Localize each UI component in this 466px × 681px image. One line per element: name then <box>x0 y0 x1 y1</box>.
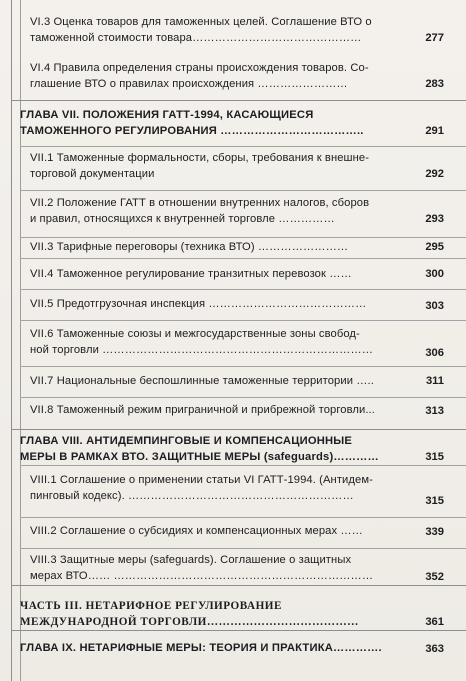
toc-page-number: 361 <box>425 616 444 628</box>
divider <box>20 465 466 466</box>
toc-entry-title: VII.2 Положение ГАТТ в отношении внутренних налогов, сборов и правил, относящихся к внутренней торговле …………… <box>30 197 370 225</box>
toc-entry-title: VII.7 Национальные беспошлинные таможенные территории ….. <box>30 375 374 387</box>
toc-entry[interactable] <box>30 296 444 312</box>
toc-part-entry[interactable] <box>20 598 444 630</box>
toc-page-number: 303 <box>425 300 444 312</box>
toc-page-number: 292 <box>425 168 444 180</box>
toc-entry-title: VIII.2 Соглашение о субсидиях и компенсационных мерах …… <box>30 525 363 537</box>
toc-entry-title: VIII.1 Соглашение о применении статьи VI ГАТТ-1994. (Антидем- пинговый кодекс). …………………………………………………… <box>30 474 373 502</box>
toc-entry[interactable] <box>30 150 444 182</box>
frame-left-border <box>11 0 12 681</box>
divider <box>20 237 466 238</box>
toc-entry-title: ГЛАВА IX. НЕТАРИФНЫЕ МЕРЫ: ТЕОРИЯ И ПРАКТИКА…………. <box>20 642 382 654</box>
toc-entry[interactable] <box>30 60 444 92</box>
toc-entry[interactable] <box>30 552 444 584</box>
divider <box>11 585 466 586</box>
toc-page-number: 339 <box>425 526 444 538</box>
toc-page-number: 313 <box>425 405 444 417</box>
section-indent-border <box>20 0 21 681</box>
toc-entry-title: VI.3 Оценка товаров для таможенных целей. Соглашение ВТО о таможенной стоимости товара……………………………………… <box>30 16 372 44</box>
toc-entry[interactable] <box>30 402 444 418</box>
toc-entry-title: VII.5 Предотгрузочная инспекция …………………………………… <box>30 298 367 310</box>
toc-entry-title: VII.6 Таможенные союзы и межгосударственные зоны свобод- ной торговли ……………………………………………………………… <box>30 328 374 356</box>
toc-entry[interactable] <box>30 523 444 539</box>
divider <box>11 100 466 101</box>
toc-entry-title: ГЛАВА VII. ПОЛОЖЕНИЯ ГАТТ-1994, КАСАЮЩИЕСЯ ТАМОЖЕННОГО РЕГУЛИРОВАНИЯ ……………………………….. <box>20 109 364 137</box>
toc-entry[interactable] <box>30 195 444 227</box>
divider <box>20 517 466 518</box>
toc-page-number: 363 <box>425 643 444 655</box>
toc-chapter-entry[interactable] <box>20 640 444 656</box>
toc-entry[interactable] <box>30 14 444 46</box>
divider <box>20 289 466 290</box>
toc-entry[interactable] <box>30 239 444 255</box>
toc-page-number: 311 <box>425 375 444 387</box>
divider <box>20 366 466 367</box>
divider <box>20 548 466 549</box>
toc-entry[interactable] <box>30 472 444 507</box>
toc-page-number: 291 <box>425 125 444 137</box>
toc-entry-title: VIII.3 Защитные меры (safeguards). Соглашение о защитных мерах ВТО…… …………………………………………………………… <box>30 554 374 582</box>
toc-page-number: 300 <box>425 268 444 280</box>
toc-page-number: 277 <box>425 32 444 44</box>
toc-page-number: 293 <box>425 213 444 225</box>
divider <box>20 397 466 398</box>
divider <box>20 190 466 191</box>
divider <box>20 320 466 321</box>
toc-entry[interactable] <box>30 373 444 389</box>
toc-page-number: 352 <box>425 571 444 583</box>
toc-page-number: 295 <box>425 241 444 253</box>
toc-chapter-entry[interactable] <box>20 107 444 139</box>
toc-entry-title: VII.4 Таможенное регулирование транзитных перевозок …… <box>30 268 352 280</box>
toc-entry-title: VII.1 Таможенные формальности, сборы, требования к внешне- торговой документации <box>30 152 370 180</box>
toc-page-number: 306 <box>425 347 444 359</box>
toc-entry-title: VII.3 Тарифные переговоры (техника ВТО) …………………… <box>30 241 349 253</box>
divider <box>20 146 466 147</box>
toc-chapter-entry[interactable] <box>20 433 444 465</box>
toc-page-number: 283 <box>425 78 444 90</box>
toc-entry-title: VII.8 Таможенный режим приграничной и прибрежной торговли... <box>30 404 375 416</box>
toc-entry[interactable] <box>30 326 444 358</box>
toc-entry-title: VI.4 Правила определения страны происхождения товаров. Со- глашение ВТО о правилах происхождения …………………… <box>30 62 369 90</box>
divider <box>11 429 466 430</box>
divider <box>20 258 466 259</box>
toc-page-number: 315 <box>425 495 444 507</box>
toc-page-number: 315 <box>425 451 444 463</box>
toc-entry-title: ЧАСТЬ III. НЕТАРИФНОЕ РЕГУЛИРОВАНИЕ МЕЖДУНАРОДНОЙ ТОРГОВЛИ………………………………… <box>20 600 359 628</box>
toc-entry-title: ГЛАВА VIII. АНТИДЕМПИНГОВЫЕ И КОМПЕНСАЦИОННЫЕ МЕРЫ В РАМКАХ ВТО. ЗАЩИТНЫЕ МЕРЫ (safeguards)………… <box>20 435 379 463</box>
divider <box>11 630 466 631</box>
toc-entry[interactable] <box>30 266 444 282</box>
